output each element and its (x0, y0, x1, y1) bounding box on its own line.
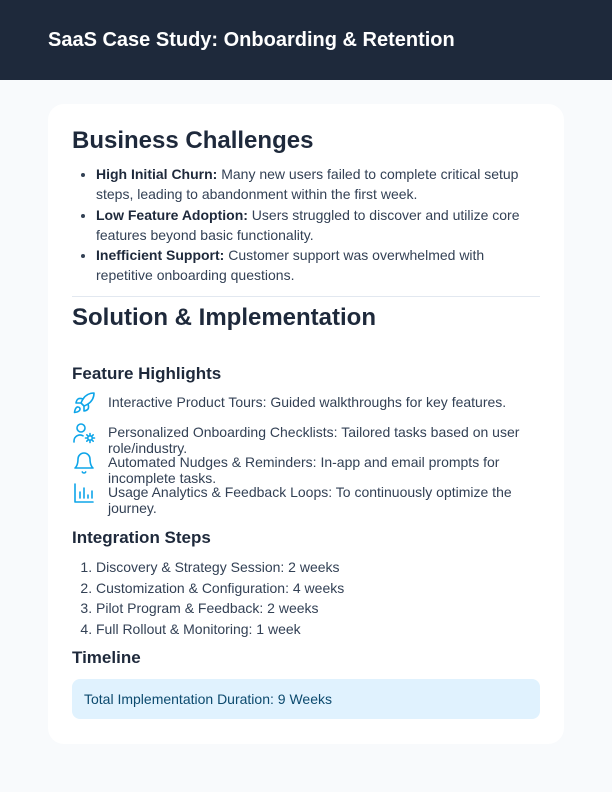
bar-chart-icon (72, 481, 96, 505)
page-header (0, 0, 612, 80)
section-divider (72, 296, 540, 297)
feature-text: Interactive Product Tours: Guided walkthroughs for key features. (108, 394, 507, 410)
list-item (96, 205, 540, 245)
list-item: 1. Discovery & Strategy Session: 2 weeks (96, 557, 540, 577)
list-item: 3. Pilot Program & Feedback: 2 weeks (96, 598, 540, 618)
challenges-heading: Business Challenges (72, 127, 314, 154)
challenge-label: Low Feature Adoption: (96, 206, 248, 223)
feature-text: Automated Nudges & Reminders: In-app and email prompts for incomplete tasks. (108, 454, 500, 486)
feature-item (72, 453, 540, 486)
challenge-text: Customer support was overwhelmed with repetitive onboarding questions. (96, 247, 485, 283)
feature-item (72, 393, 540, 423)
challenge-label: Inefficient Support: (96, 247, 225, 263)
timeline-text: Total Implementation Duration: 9 Weeks (84, 690, 332, 707)
content-card (48, 104, 564, 744)
challenge-label: High Initial Churn: (96, 166, 218, 182)
page-title: SaaS Case Study: Onboarding & Retention (48, 28, 455, 51)
timeline-callout (72, 679, 540, 719)
bell-icon (72, 451, 96, 475)
timeline-heading: Timeline (72, 647, 141, 667)
challenges-list (72, 164, 540, 285)
feature-text: Personalized Onboarding Checklists: Tailored tasks based on user role/industry. (108, 424, 520, 456)
list-item: 4. Full Rollout & Monitoring: 1 week (96, 619, 540, 639)
feature-item (72, 483, 540, 516)
challenge-text: Users struggled to discover and utilize core features beyond basic functionality. (96, 206, 520, 243)
feature-list (72, 393, 540, 516)
list-item (96, 245, 540, 285)
rocket-icon (72, 391, 96, 415)
feature-text: Usage Analytics & Feedback Loops: To continuously optimize the journey. (108, 484, 512, 516)
steps-list (72, 557, 540, 639)
challenge-text: Many new users failed to complete critical setup steps, leading to abandonment within the first week. (96, 166, 519, 202)
user-gear-icon (72, 421, 96, 445)
steps-heading: Integration Steps (72, 528, 211, 547)
list-item: 2. Customization & Configuration: 4 weeks (96, 578, 540, 598)
features-heading: Feature Highlights (72, 364, 222, 383)
list-item (96, 164, 540, 204)
solution-heading: Solution & Implementation (72, 304, 376, 331)
feature-item (72, 423, 540, 456)
